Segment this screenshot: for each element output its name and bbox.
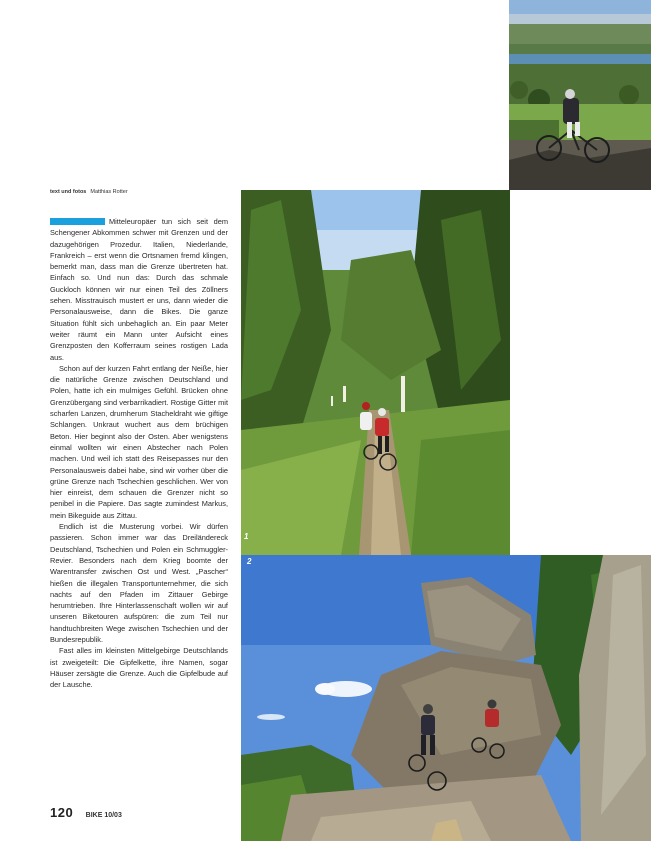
photo-forest-trail [241,190,510,555]
photo-number-1: 1 [244,532,249,541]
photo-credit [50,189,128,195]
article-paragraph-3: Endlich ist die Musterung vorbei. Wir dürfen passieren. Schon immer war das Dreiländereck Deutschland, Tschechien und Polen ein Schmuggler-Revier. Besonders nach dem Krieg boomte der Warentransfer zwischen Ost und West. „Pascher“ hießen die illegalen Transportunternehmer, die sich nachts auf den Pfaden im Zittauer Gebirge herumtrieben. Ihre Hinterlassenschaft wollen wir auf unseren Biketouren aufspüren: die zum Teil nur handtuchbreiten Wege zwischen Tschechien und der Bundesrepublik. [50,522,228,644]
photo-sandstone-rocks [241,555,651,841]
magazine-issue: BIKE 10/03 [85,812,122,819]
page-number: 120 [50,805,74,820]
photo-hilltop-view [509,0,651,190]
credit-author: Matthias Rotter [90,189,128,195]
photo-number-2: 2 [247,557,252,566]
article-body [50,216,228,690]
credit-label: text und fotos [50,189,87,195]
article-paragraph-2: Schon auf der kurzen Fahrt entlang der Neiße, hier die natürliche Grenze zwischen Deutschland und Polen, hatte ich ein mulmiges Gefühl. Brücken ohne Grenzübergang sind verbarrikadiert. Rostige Gitter mit scharfen Lanzen, drumherum Stacheldraht wie giftige Schlangen. Unkraut wuchert aus dem brüchigen Beton. Hier beginnt also der Osten. Aber wenigstens einmal wollten wir einen Abstecher nach Polen machen. Und weil ich statt des Reisepasses nur den Personalausweis dabei habe, sind wir vorher über die grüne Grenze nach Tschechien geschlichen. Wer von hier einreist, dem schauen die Grenzer nicht so penibel in die Papiere. Das sagte zumindest Markus, mein Bikeguide aus Zittau. [50,363,228,520]
article-paragraph-4: Fast alles im kleinsten Mittelgebirge Deutschlands ist zweigeteilt: Die Gipfelkette, ihre Namen, sogar Häuser zersägte die Grenze. Auch die Gipfelbude auf der Lausche. [50,646,228,690]
article-paragraph-1: Mitteleuropäer tun sich seit dem Schengener Abkommen schwer mit Grenzen und der dazugehörigen Prozedur. Italien, Niederlande, Frankreich – erst wenn die Ortsnamen fremd klingen, bemerkt man, dass man die Grenze übertreten hat. Einfach so. Und nun das: Durch das schmale Guckloch können wir nur einen Teil des Zöllners sehen. Misstrauisch mustert er uns, dann wieder die Personalausweise, dann die Bikes. Die ganze Situation fühlt sich unbehaglich an. Ein paar Meter weiter räumt ein Mann unter Aufsicht eines Grenzposten den Kofferraum seines rostigen Lada aus. [50,217,228,362]
page-folio [50,804,122,822]
lead-accent-bar [50,218,105,225]
